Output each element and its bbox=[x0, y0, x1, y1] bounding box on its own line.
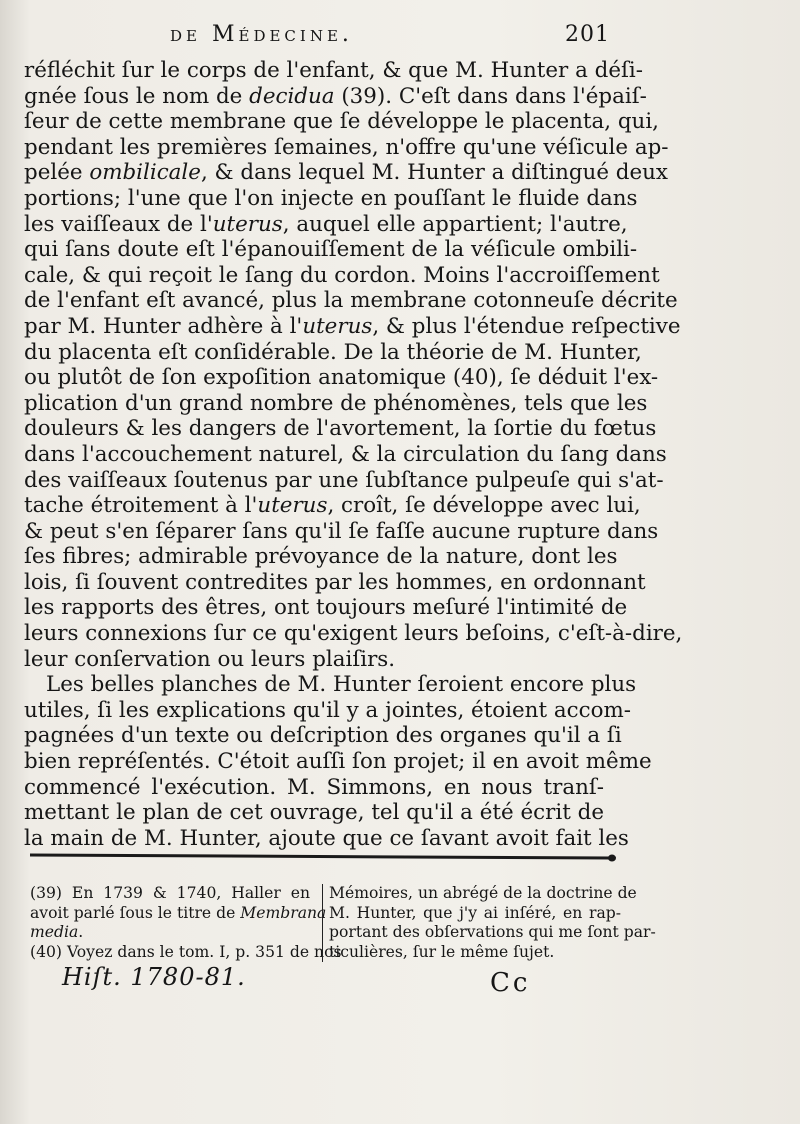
main-text bbox=[24, 58, 683, 851]
paragraph-1 bbox=[24, 58, 683, 672]
text-line: & peut s'en ſéparer ſans qu'il ſe faſſe aucune rupture dans bbox=[24, 518, 659, 544]
italic-term: uterus bbox=[212, 211, 283, 237]
footnote-line: avoit parlé ſous le titre de Membrana bbox=[30, 903, 327, 922]
page-number: 201 bbox=[565, 22, 610, 47]
text-line: ou plutôt de ſon expoſition anatomique (40), ſe déduit l'ex- bbox=[24, 365, 659, 391]
text-line: du placenta eſt conſidérable. De la théorie de M. Hunter, bbox=[24, 339, 642, 365]
footnote-line: (40) Voyez dans le tom. I, p. 351 de nos bbox=[30, 942, 342, 961]
text-line: par M. Hunter adhère à l'uterus, & plus l'étendue reſpective bbox=[24, 313, 681, 339]
signature-mark: Cc bbox=[490, 968, 531, 998]
text-line: les rapports des êtres, ont toujours meſuré l'intimité de bbox=[24, 595, 628, 621]
paragraph-2 bbox=[24, 672, 652, 851]
text-line: bien repréſentés. C'étoit auſſi ſon projet; il en avoit même bbox=[24, 749, 652, 775]
text-line: gnée ſous le nom de decidua (39). C'eſt dans dans l'épaiſ- bbox=[24, 83, 647, 109]
text-line: la main de M. Hunter, ajoute que ce ſavant avoit fait les bbox=[24, 825, 629, 851]
text-line: de l'enfant eſt avancé, plus la membrane cotonneuſe décrite bbox=[24, 288, 678, 314]
footnote-line: portant des obſervations qui me ſont par- bbox=[329, 923, 656, 941]
footnote-rule bbox=[30, 853, 610, 859]
italic-term: uterus bbox=[257, 493, 328, 519]
hist-reference: Hiſt. 1780-81. bbox=[62, 963, 246, 991]
text-line: les vaiſſeaux de l'uterus, auquel elle appartient; l'autre, bbox=[24, 211, 628, 237]
text-line: des vaiſſeaux ſoutenus par une ſubſtance pulpeuſe qui s'at- bbox=[24, 467, 664, 493]
footnote-line: Mémoires, un abrégé de la doctrine de bbox=[329, 884, 637, 902]
text-line: portions; l'une que l'on injecte en pouſſant le fluide dans bbox=[24, 185, 638, 211]
text-line: ſeur de cette membrane que ſe développe le placenta, qui, bbox=[24, 109, 659, 135]
text-line: Les belles planches de M. Hunter ſeroient encore plus bbox=[46, 672, 637, 698]
italic-term: ombilicale bbox=[89, 160, 201, 186]
italic-term: Membrana bbox=[240, 903, 327, 922]
running-head bbox=[170, 22, 610, 52]
footnote-line: (39) En 1739 & 1740, Haller en bbox=[30, 884, 310, 902]
text-line: utiles, ſi les explications qu'il y a jointes, étoient accom- bbox=[24, 697, 631, 723]
text-line: leurs connexions ſur ce qu'exigent leurs beſoins, c'eſt-à-dire, bbox=[24, 621, 683, 647]
italic-term: media bbox=[30, 923, 79, 941]
text-line: qui ſans doute eſt l'épanouiſſement de la véſicule ombili- bbox=[24, 237, 638, 263]
text-line: cale, & qui reçoit le ſang du cordon. Moins l'accroiſſement bbox=[24, 262, 660, 288]
text-line: commencé l'exécution. M. Simmons, en nous tranſ- bbox=[24, 774, 604, 800]
text-line: tache étroitement à l'uterus, croît, ſe développe avec lui, bbox=[24, 493, 641, 519]
text-line: pagnées d'un texte ou deſcription des organes qu'il a ſi bbox=[24, 723, 622, 749]
footnote-column-right bbox=[322, 884, 656, 962]
footnote-line: M. Hunter, que j'y ai inſéré, en rap- bbox=[329, 903, 621, 922]
text-line: leur conſervation ou leurs plaiſirs. bbox=[24, 646, 396, 672]
footnote-line: media. bbox=[30, 923, 84, 941]
text-line: mettant le plan de cet ouvrage, tel qu'il a été écrit de bbox=[24, 800, 604, 826]
text-line: dans l'accouchement naturel, & la circulation du ſang dans bbox=[24, 441, 667, 467]
running-title: de Médecine. bbox=[170, 22, 353, 47]
footnote-column-left bbox=[30, 884, 342, 992]
text-line: lois, ſi ſouvent contredites par les hommes, en ordonnant bbox=[24, 569, 646, 595]
text-line: pelée ombilicale, & dans lequel M. Hunter a diſtingué deux bbox=[24, 160, 668, 186]
italic-term: decidua bbox=[249, 83, 335, 109]
text-line: réfléchit ſur le corps de l'enfant, & que M. Hunter a déſi- bbox=[24, 58, 643, 83]
italic-term: uterus bbox=[302, 313, 373, 339]
text-line: ſes fibres; admirable prévoyance de la nature, dont les bbox=[24, 544, 618, 570]
footnote-line: ticulières, ſur le même ſujet. bbox=[329, 942, 555, 961]
text-line: douleurs & les dangers de l'avortement, la ſortie du fœtus bbox=[24, 416, 657, 442]
text-line: plication d'un grand nombre de phénomènes, tels que les bbox=[24, 390, 648, 416]
text-line: pendant les premières ſemaines, n'offre qu'une véſicule ap- bbox=[24, 134, 669, 160]
